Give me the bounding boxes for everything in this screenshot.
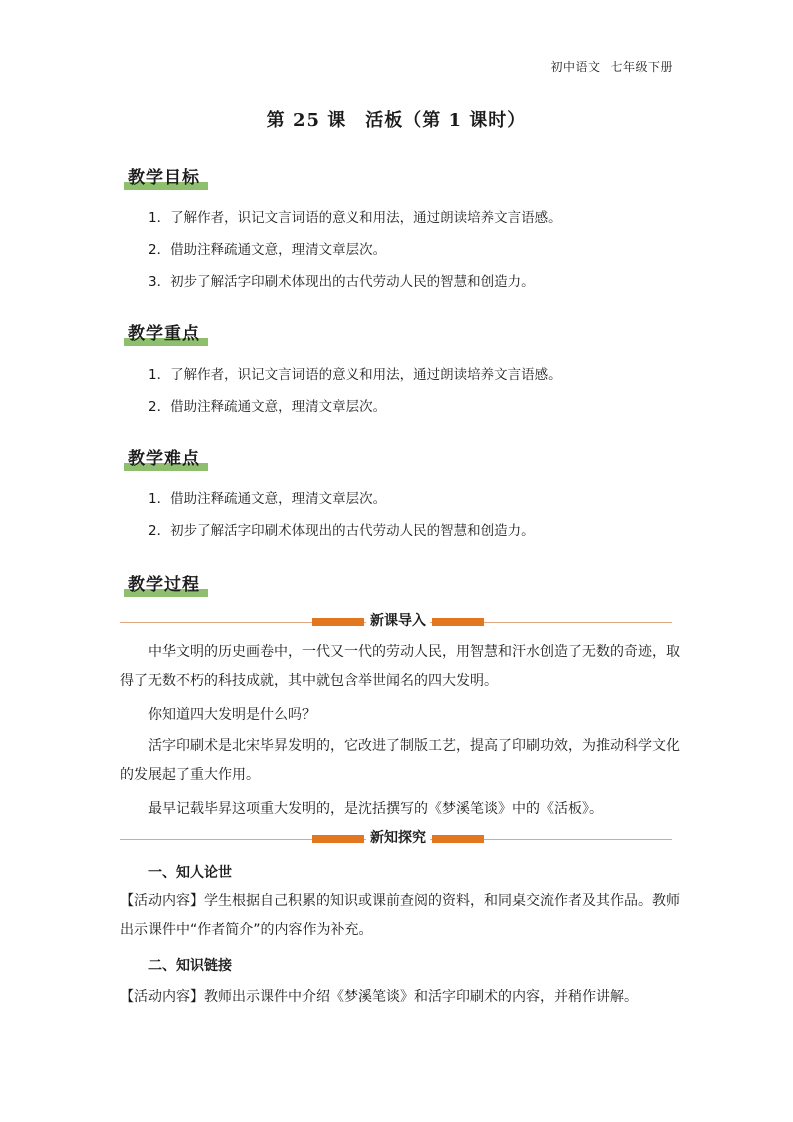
paragraph: 你知道四大发明是什么吗？ — [148, 707, 316, 723]
subsection-title: 二、知识链接 — [148, 958, 232, 974]
section-heading-keypoints — [126, 319, 202, 344]
page-title: 第 25 课 活板（第 1 课时） — [266, 110, 527, 131]
list-item: 2．借助注释疏通文意，理清文章层次。 — [148, 242, 387, 258]
section-heading-text: 教学过程 — [128, 575, 200, 595]
section-heading-text: 教学目标 — [128, 168, 200, 188]
divider-accent-left — [312, 618, 364, 626]
list-item: 1．了解作者，识记文言词语的意义和用法，通过朗读培养文言语感。 — [148, 367, 562, 383]
header-info — [550, 58, 673, 75]
paragraph: 【活动内容】教师出示课件中介绍《梦溪笔谈》和活字印刷术的内容，并稍作讲解。 — [120, 989, 638, 1005]
header-grade: 七年级下册 — [610, 60, 673, 74]
divider-accent-right — [432, 618, 484, 626]
subsection-title: 一、知人论世 — [148, 865, 232, 881]
divider-intro — [120, 613, 672, 629]
header-subject: 初中语文 — [550, 60, 601, 74]
divider-explore — [120, 830, 672, 846]
section-heading-process — [126, 570, 202, 595]
divider-label: 新知探究 — [366, 827, 430, 847]
paragraph: 中华文明的历史画卷中，一代又一代的劳动人民，用智慧和汗水创造了无数的奇迹，取得了无数不朽的科技成就，其中就包含举世闻名的四大发明。 — [120, 644, 680, 689]
divider-accent-left — [312, 835, 364, 843]
paragraph: 【活动内容】学生根据自己积累的知识或课前查阅的资料，和同桌交流作者及其作品。教师出示课件中“作者简介”的内容作为补充。 — [120, 893, 680, 938]
paragraph: 最早记载毕昇这项重大发明的，是沈括撰写的《梦溪笔谈》中的《活板》。 — [148, 801, 603, 817]
list-item: 2．借助注释疏通文意，理清文章层次。 — [148, 399, 387, 415]
section-heading-goals — [126, 163, 202, 188]
list-item: 1．了解作者，识记文言词语的意义和用法，通过朗读培养文言语感。 — [148, 210, 562, 226]
divider-accent-right — [432, 835, 484, 843]
list-item: 2．初步了解活字印刷术体现出的古代劳动人民的智慧和创造力。 — [148, 523, 535, 539]
section-heading-difficulties — [126, 444, 202, 469]
paragraph: 活字印刷术是北宋毕昇发明的，它改进了制版工艺，提高了印刷功效，为推动科学文化的发展起了重大作用。 — [120, 738, 680, 783]
section-heading-text: 教学重点 — [128, 324, 200, 344]
list-item: 1．借助注释疏通文意，理清文章层次。 — [148, 491, 387, 507]
section-heading-text: 教学难点 — [128, 449, 200, 469]
list-item: 3．初步了解活字印刷术体现出的古代劳动人民的智慧和创造力。 — [148, 274, 535, 290]
divider-label: 新课导入 — [366, 610, 430, 630]
